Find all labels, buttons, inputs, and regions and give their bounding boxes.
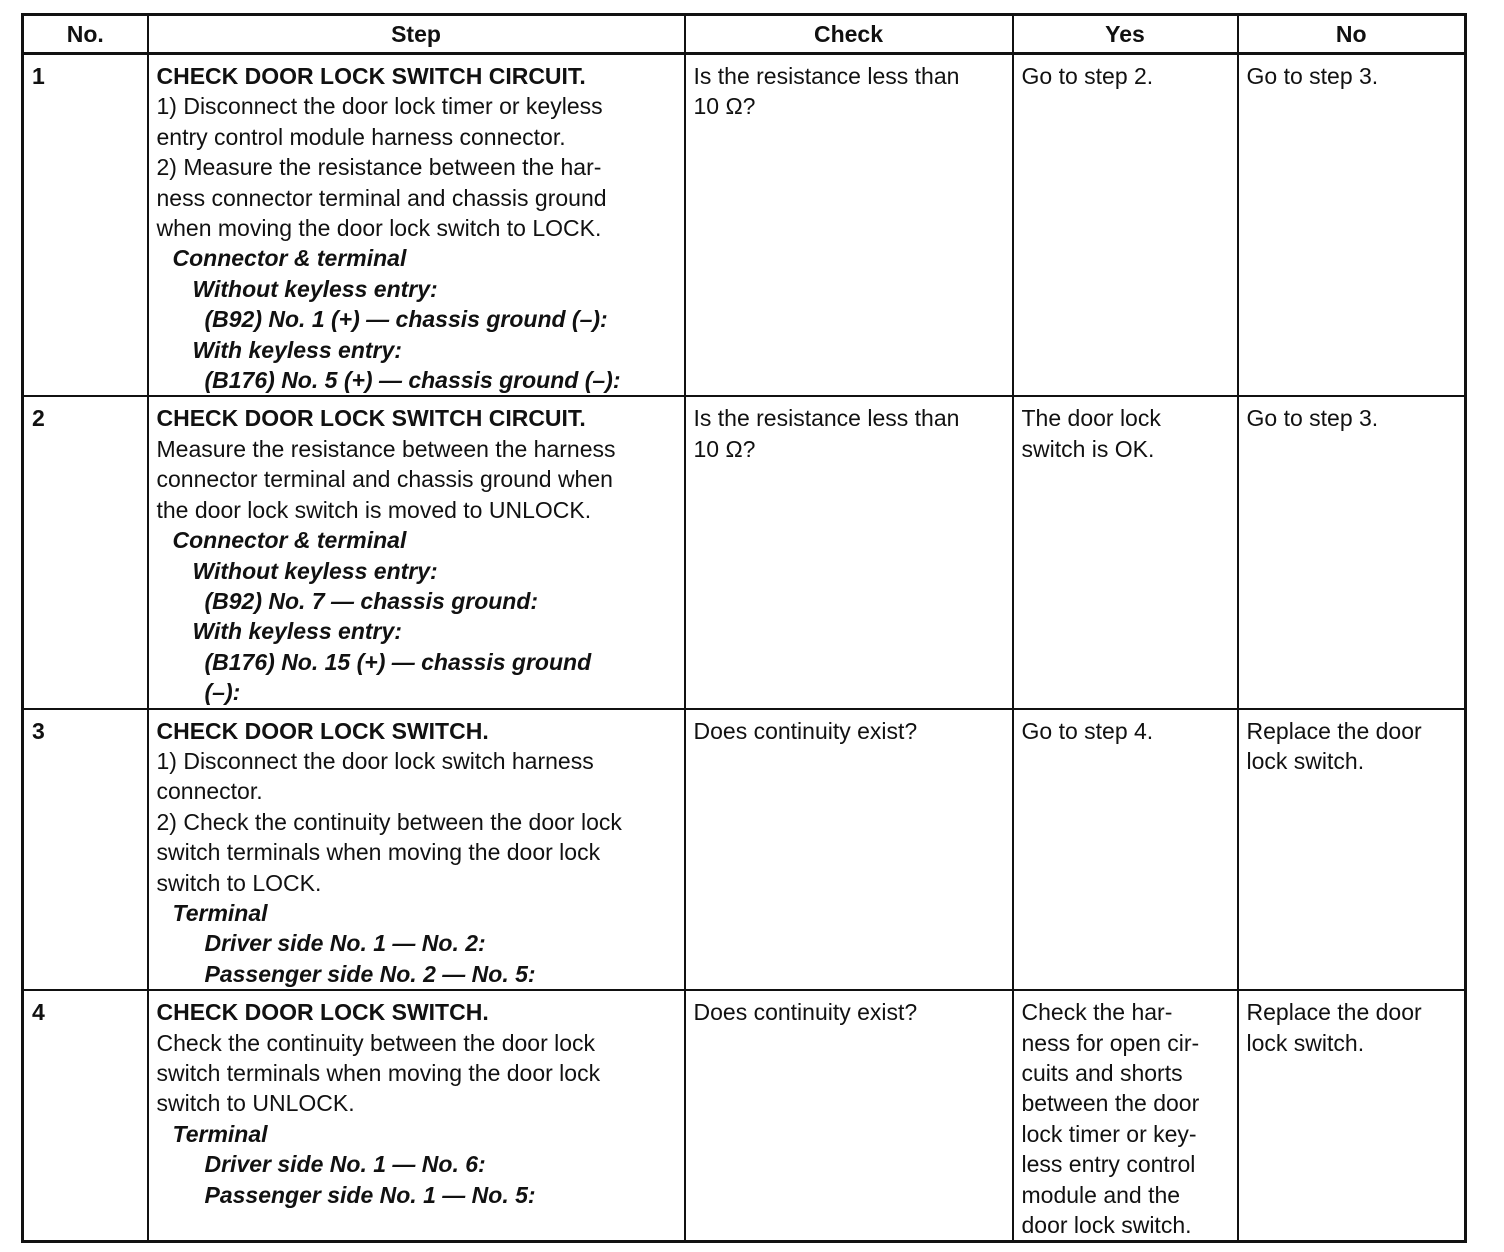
check-text-line: Is the resistance less than — [693, 63, 960, 89]
yes-text-line: between the door — [1021, 1090, 1200, 1117]
check-text-line: 10 Ω? — [693, 93, 756, 120]
step-text-line: switch to LOCK. — [156, 869, 322, 896]
step-text-line: entry control module harness connector. — [156, 123, 566, 150]
step-text-line: Without keyless entry: — [192, 275, 438, 302]
step-number: 1 — [32, 63, 45, 89]
check-cell — [685, 54, 1013, 397]
step-text-line: (B92) No. 1 (+) — chassis ground (–): — [204, 306, 608, 333]
step-text-line: Terminal — [172, 899, 268, 926]
step-cell — [148, 990, 685, 1242]
no-cell — [1238, 709, 1466, 991]
step-number: 2 — [32, 405, 45, 432]
table-row — [23, 709, 1466, 991]
step-text-line: Terminal — [172, 1120, 268, 1147]
check-text-line: 10 Ω? — [693, 435, 756, 462]
step-text-line: Check the continuity between the door lock — [156, 1029, 596, 1056]
table-row — [23, 990, 1466, 1242]
table-row — [23, 396, 1466, 708]
step-text-line: when moving the door lock switch to LOCK. — [156, 215, 602, 242]
step-text-line: (–): — [204, 679, 241, 706]
yes-text-line: less entry control — [1021, 1151, 1196, 1178]
no-text-line: Go to step 3. — [1246, 63, 1379, 89]
step-number-cell — [23, 396, 148, 708]
yes-text-line: lock timer or key- — [1021, 1120, 1197, 1147]
no-text-line: Replace the door — [1246, 717, 1422, 744]
yes-text-line: Go to step 4. — [1021, 717, 1154, 744]
no-text-line: Replace the door — [1246, 999, 1422, 1026]
step-number: 3 — [32, 717, 45, 744]
header-check: Check — [685, 15, 1013, 54]
yes-text-line: Check the har- — [1021, 999, 1173, 1026]
step-text-line: 2) Measure the resistance between the har- — [156, 154, 602, 181]
step-text-line: (B176) No. 15 (+) — chassis ground — [204, 648, 592, 675]
step-number: 4 — [32, 999, 45, 1026]
step-text-line: switch terminals when moving the door lock — [156, 839, 601, 866]
step-text-line: Connector & terminal — [172, 245, 407, 272]
step-text-line: switch to UNLOCK. — [156, 1090, 355, 1117]
yes-text-line: module and the — [1021, 1181, 1181, 1208]
check-text-line: Does continuity exist? — [693, 717, 918, 744]
step-text-line: Measure the resistance between the harness — [156, 435, 616, 462]
yes-cell — [1013, 54, 1238, 397]
check-cell — [685, 396, 1013, 708]
yes-text-line: cuits and shorts — [1021, 1060, 1183, 1086]
table-row — [23, 54, 1466, 397]
yes-text-line: switch is OK. — [1021, 435, 1155, 462]
step-text-line: Without keyless entry: — [192, 557, 438, 584]
no-cell — [1238, 396, 1466, 708]
diagnostic-table — [21, 13, 1467, 1243]
header-row — [23, 15, 1466, 54]
step-cell — [148, 709, 685, 991]
step-text-line: the door lock switch is moved to UNLOCK. — [156, 496, 592, 523]
header-yes: Yes — [1013, 15, 1238, 54]
yes-text-line: door lock switch. — [1021, 1212, 1192, 1239]
step-text-line: connector terminal and chassis ground when — [156, 466, 613, 493]
step-title: CHECK DOOR LOCK SWITCH. — [156, 999, 489, 1026]
step-text-line: With keyless entry: — [192, 618, 402, 645]
step-title: CHECK DOOR LOCK SWITCH. — [156, 717, 489, 744]
step-title: CHECK DOOR LOCK SWITCH CIRCUIT. — [156, 405, 586, 432]
step-cell — [148, 396, 685, 708]
no-text-line: lock switch. — [1246, 1029, 1365, 1056]
step-text-line: ness connector terminal and chassis ground — [156, 184, 607, 211]
step-text-line: switch terminals when moving the door lock — [156, 1060, 601, 1086]
step-number-cell — [23, 709, 148, 991]
step-text-line: connector. — [156, 778, 263, 805]
step-title: CHECK DOOR LOCK SWITCH CIRCUIT. — [156, 63, 586, 89]
step-text-line: (B176) No. 5 (+) — chassis ground (–): — [204, 367, 621, 394]
step-number-cell — [23, 54, 148, 397]
check-cell — [685, 990, 1013, 1242]
yes-text-line: Go to step 2. — [1021, 63, 1154, 89]
step-cell — [148, 54, 685, 397]
header-step: Step — [148, 15, 685, 54]
step-text-line: (B92) No. 7 — chassis ground: — [204, 587, 539, 614]
step-text-line: Driver side No. 1 — No. 6: — [204, 1151, 486, 1178]
yes-cell — [1013, 990, 1238, 1242]
header-no-result: No — [1238, 15, 1466, 54]
no-text-line: lock switch. — [1246, 747, 1365, 774]
step-text-line: 2) Check the continuity between the door lock — [156, 808, 622, 835]
no-cell — [1238, 54, 1466, 397]
step-text-line: Driver side No. 1 — No. 2: — [204, 930, 486, 957]
yes-text-line: ness for open cir- — [1021, 1029, 1200, 1056]
step-text-line: 1) Disconnect the door lock timer or keyless — [156, 93, 603, 120]
check-text-line: Does continuity exist? — [693, 999, 918, 1026]
step-text-line: Passenger side No. 1 — No. 5: — [204, 1181, 536, 1208]
no-cell — [1238, 990, 1466, 1242]
step-text-line: Connector & terminal — [172, 527, 407, 554]
step-number-cell — [23, 990, 148, 1242]
yes-cell — [1013, 709, 1238, 991]
check-cell — [685, 709, 1013, 991]
step-text-line: Passenger side No. 2 — No. 5: — [204, 960, 536, 987]
no-text-line: Go to step 3. — [1246, 405, 1379, 432]
yes-text-line: The door lock — [1021, 405, 1161, 432]
step-text-line: 1) Disconnect the door lock switch harness — [156, 747, 594, 774]
table-body — [23, 54, 1466, 1242]
check-text-line: Is the resistance less than — [693, 405, 960, 432]
step-text-line: With keyless entry: — [192, 336, 402, 363]
header-no: No. — [23, 15, 148, 54]
yes-cell — [1013, 396, 1238, 708]
